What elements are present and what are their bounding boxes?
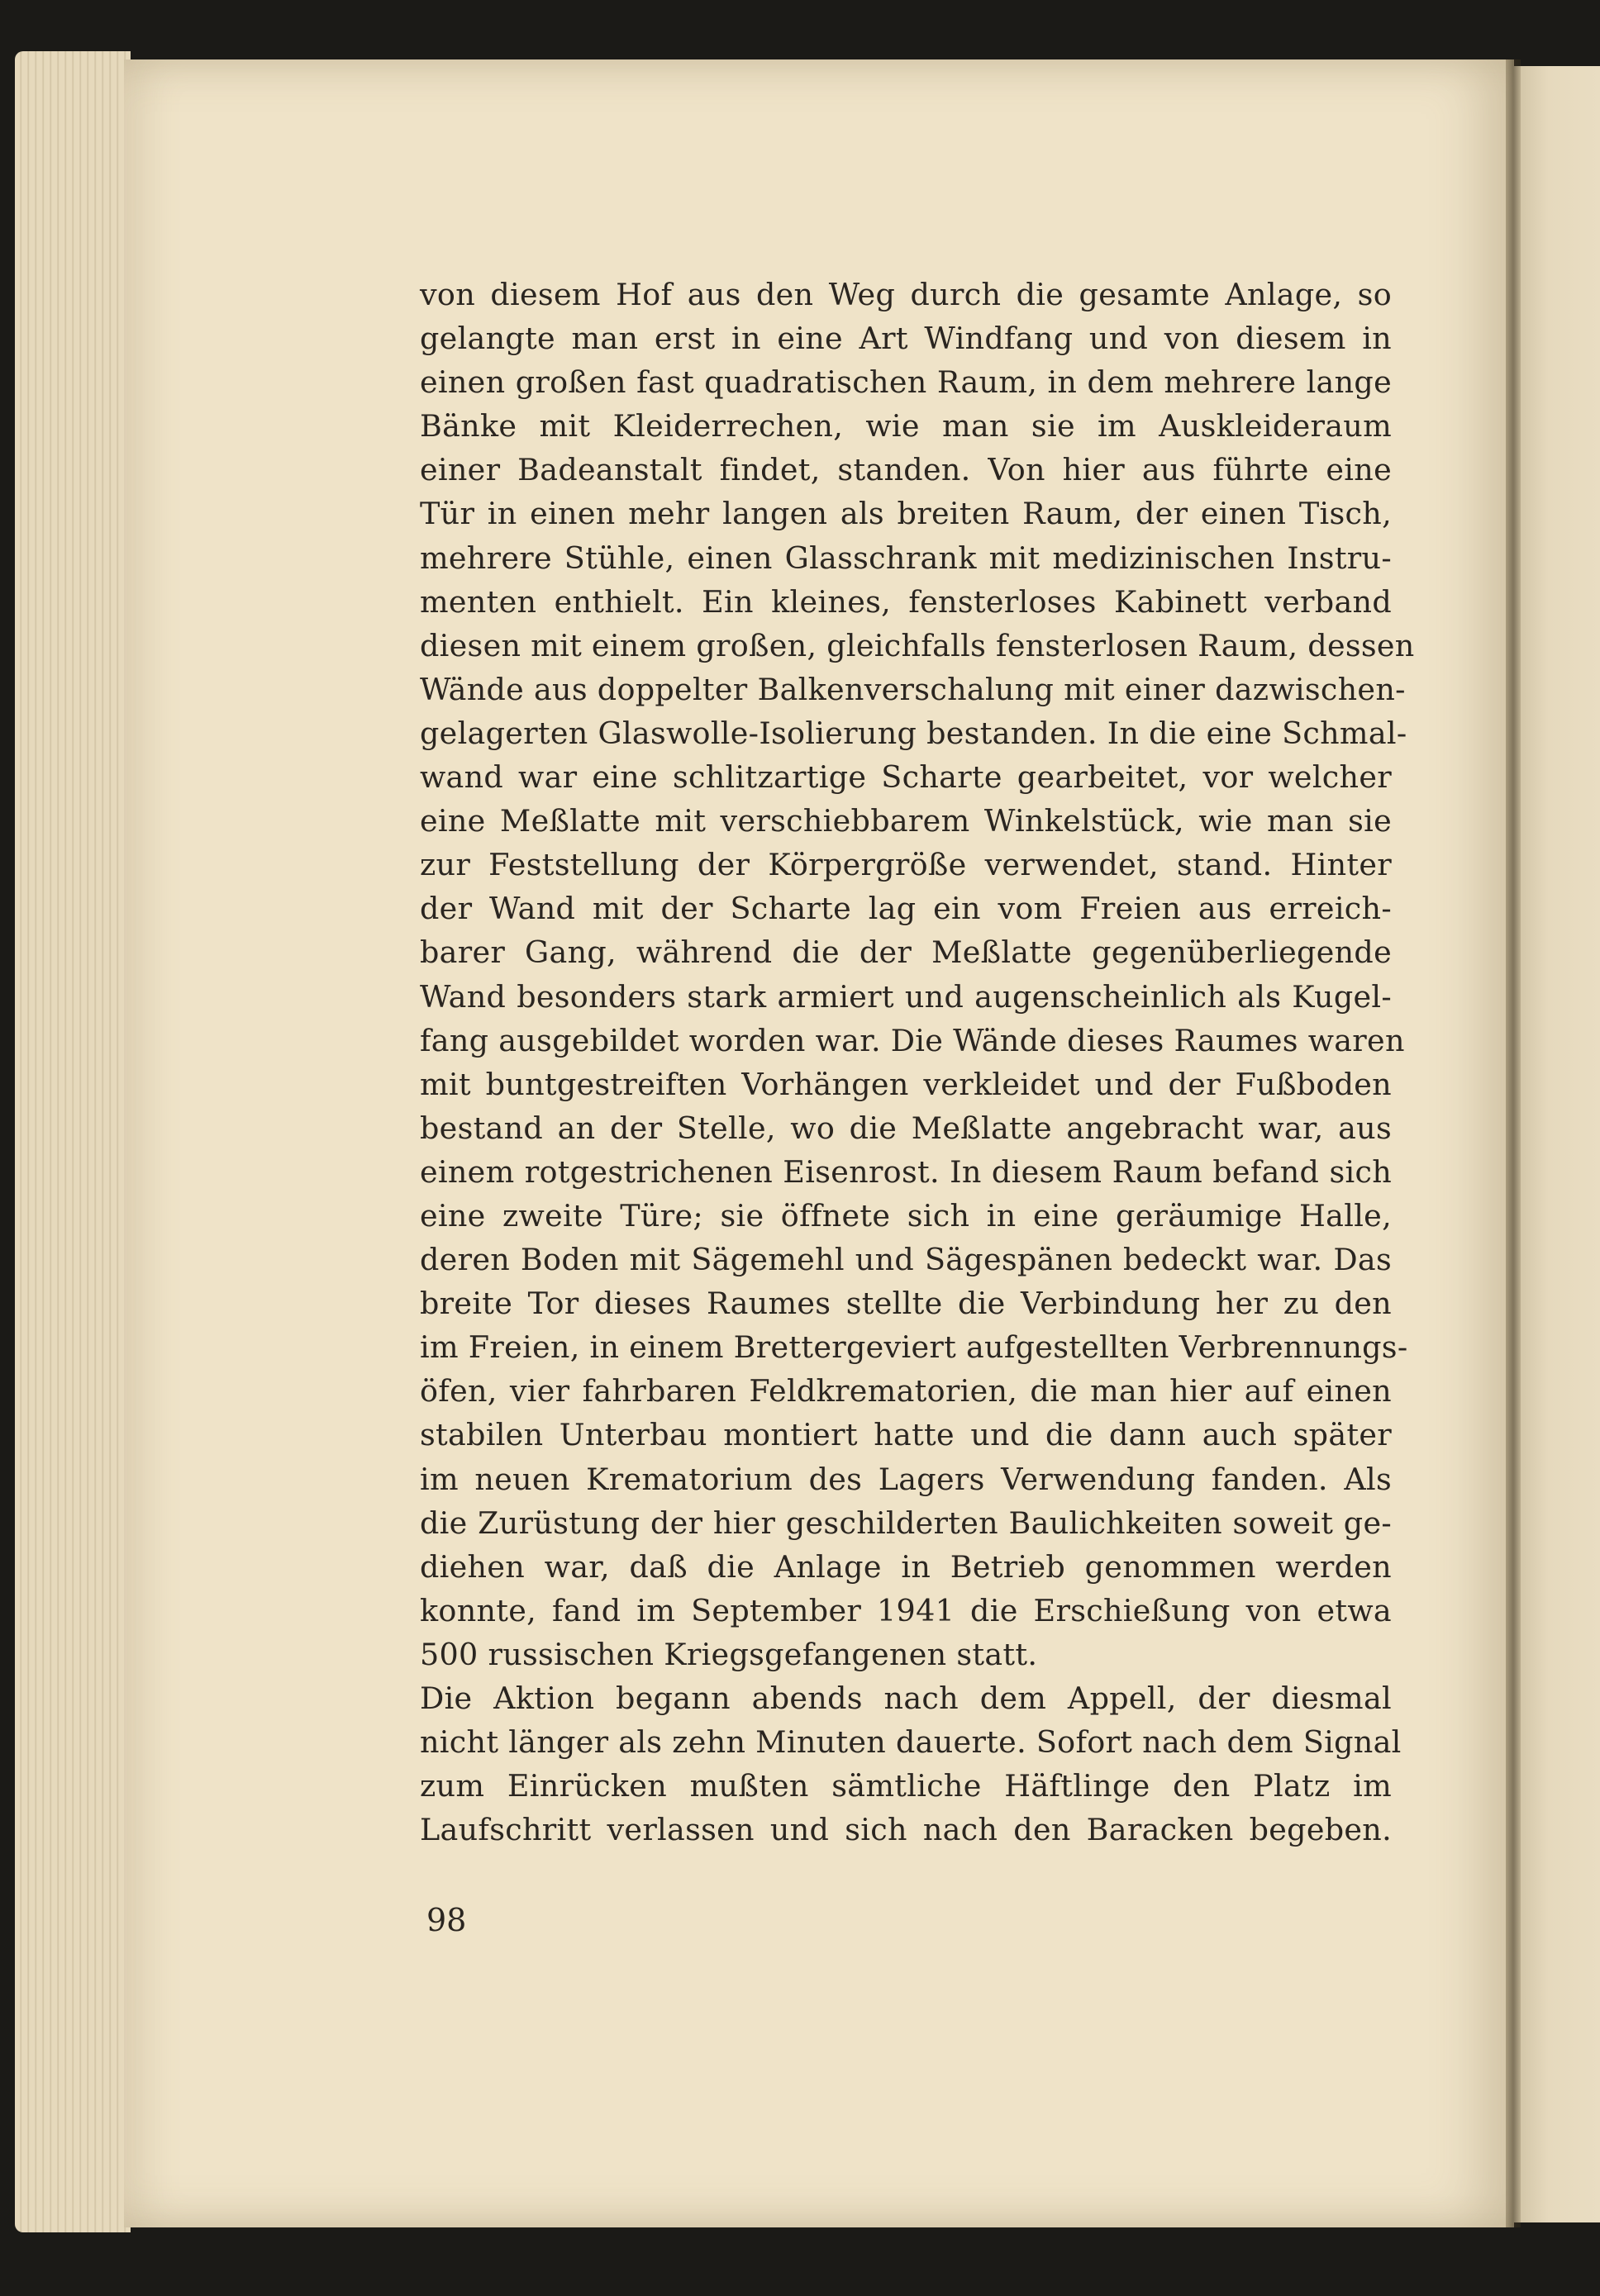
facing-page-edge (1514, 66, 1600, 2222)
text-line: menten enthielt. Ein kleines, fensterloses Kabinett verband (420, 583, 1392, 620)
text-line: stabilen Unterbau montiert hatte und die dann auch später (420, 1417, 1392, 1453)
text-line: wand war eine schlitzartige Scharte gearbeitet, vor welcher (420, 759, 1392, 796)
text-line: gelagerten Glaswolle-Isolierung bestanden. In die eine Schmal- (420, 715, 1407, 751)
text-line: nicht länger als zehn Minuten dauerte. Sofort nach dem Signal (420, 1724, 1402, 1761)
page-edges (15, 51, 131, 2232)
body-text (420, 273, 1415, 1852)
text-line: Die Aktion begann abends nach dem Appell, der diesmal (420, 1680, 1392, 1716)
text-line: öfen, vier fahrbaren Feldkrematorien, die man hier auf einen (420, 1373, 1392, 1409)
text-line: eine Meßlatte mit verschiebbarem Winkelstück, wie man sie (420, 803, 1392, 839)
text-line: einen großen fast quadratischen Raum, in dem mehrere lange (420, 364, 1392, 401)
text-line: Tür in einen mehr langen als breiten Raum, der einen Tisch, (420, 496, 1392, 532)
text-line: diesen mit einem großen, gleichfalls fensterlosen Raum, dessen (420, 627, 1415, 663)
text-line: zur Feststellung der Körpergröße verwendet, stand. Hinter (420, 847, 1392, 883)
text-line: barer Gang, während die der Meßlatte gegenüberliegende (420, 934, 1392, 971)
text-line: bestand an der Stelle, wo die Meßlatte angebracht war, aus (420, 1110, 1392, 1146)
text-line: im Freien, in einem Brettergeviert aufgestellten Verbrennungs- (420, 1329, 1408, 1366)
book-gutter (1506, 59, 1521, 2227)
text-line: breite Tor dieses Raumes stellte die Verbindung her zu den (420, 1286, 1392, 1322)
text-line: von diesem Hof aus den Weg durch die gesamte Anlage, so (420, 277, 1392, 312)
text-line: einem rotgestrichenen Eisenrost. In diesem Raum befand sich (420, 1153, 1392, 1190)
text-line: Wand besonders stark armiert und augenscheinlich als Kugel- (420, 978, 1392, 1015)
text-line: deren Boden mit Sägemehl und Sägespänen bedeckt war. Das (420, 1242, 1392, 1278)
text-line: diehen war, daß die Anlage in Betrieb genommen werden (420, 1548, 1392, 1585)
text-line: konnte, fand im September 1941 die Erschießung von etwa (420, 1592, 1392, 1628)
text-line: Wände aus doppelter Balkenverschalung mit einer dazwischen- (420, 671, 1406, 707)
text-line: der Wand mit der Scharte lag ein vom Freien aus erreich- (420, 891, 1392, 927)
text-line: eine zweite Türe; sie öffnete sich in eine geräumige Halle, (420, 1197, 1392, 1234)
text-line: einer Badeanstalt findet, standen. Von hier aus führte eine (420, 452, 1392, 488)
text-line: fang ausgebildet worden war. Die Wände dieses Raumes waren (420, 1022, 1405, 1058)
text-line: gelangte man erst in eine Art Windfang und von diesem in (420, 321, 1392, 357)
text-line: im neuen Krematorium des Lagers Verwendung fanden. Als (420, 1461, 1392, 1497)
text-line: Bänke mit Kleiderrechen, wie man sie im Auskleideraum (420, 408, 1392, 444)
text-line: mehrere Stühle, einen Glasschrank mit medizinischen Instru- (420, 540, 1392, 576)
text-line: die Zurüstung der hier geschilderten Baulichkeiten soweit ge- (420, 1505, 1392, 1541)
text-line: mit buntgestreiften Vorhängen verkleidet und der Fußboden (420, 1066, 1392, 1102)
text-line: Laufschritt verlassen und sich nach den Baracken begeben. (420, 1812, 1392, 1848)
text-line: 500 russischen Kriegsgefangenen statt. (420, 1636, 1038, 1672)
page-number: 98 (426, 1902, 467, 1938)
text-line: zum Einrücken mußten sämtliche Häftlinge den Platz im (420, 1768, 1392, 1804)
